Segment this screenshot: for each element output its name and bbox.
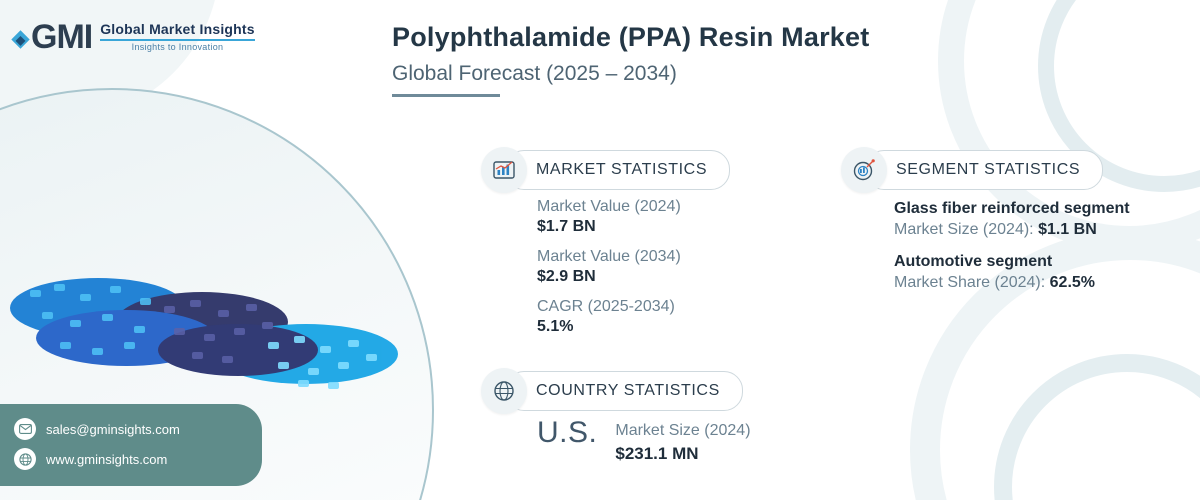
globe-icon (481, 368, 527, 414)
segment-statistics-list (894, 200, 1130, 306)
logo-tagline: Insights to Innovation (131, 42, 224, 53)
market-value-2034-label: Market Value (2034) (537, 248, 681, 265)
brand-logo (14, 18, 255, 57)
market-chart-icon (481, 147, 527, 193)
segment-2-line (894, 274, 1130, 292)
market-statistics-header (481, 147, 730, 193)
contact-website-row[interactable] (14, 444, 248, 474)
segment-2-value: 62.5% (1049, 274, 1096, 291)
logo-company-name: Global Market Insights (100, 21, 255, 38)
market-statistics-label: MARKET STATISTICS (505, 150, 730, 190)
contact-email-text: sales@gminsights.com (46, 421, 180, 437)
country-metric (615, 418, 750, 464)
cagr-value: 5.1% (537, 318, 574, 335)
contact-website-text: www.gminsights.com (46, 451, 168, 467)
title-underline (392, 94, 500, 97)
market-chart-icon-svg (491, 157, 517, 183)
segment-1-value: $1.1 BN (1038, 221, 1097, 238)
page-title: Polyphthalamide (PPA) Resin Market (392, 22, 870, 52)
segment-statistics-label: SEGMENT STATISTICS (865, 150, 1103, 190)
segment-1-line (894, 221, 1130, 239)
page-subtitle: Global Forecast (2025 – 2034) (392, 62, 677, 85)
country-statistics-label: COUNTRY STATISTICS (505, 371, 743, 411)
envelope-icon-svg (19, 424, 32, 434)
globe-icon-svg (491, 378, 517, 404)
logo-divider (100, 39, 255, 41)
envelope-icon (14, 418, 36, 440)
target-chart-icon-svg (851, 157, 877, 183)
segment-2-label: Market Share (2024): (894, 274, 1046, 291)
resin-pellets-image (6, 250, 426, 410)
segment-1-label: Market Size (2024): (894, 221, 1034, 238)
market-value-2024-label: Market Value (2024) (537, 198, 681, 215)
logo-initials: GMI (31, 18, 93, 56)
market-statistics-list (537, 198, 681, 348)
segment-1-title: Glass fiber reinforced segment (894, 200, 1130, 217)
contact-email-row[interactable] (14, 414, 248, 444)
segment-2-title: Automotive segment (894, 253, 1053, 270)
globe-icon (14, 448, 36, 470)
market-value-2024-value: $1.7 BN (537, 218, 596, 235)
country-metric-value: $231.1 MN (615, 444, 699, 463)
country-statistics-content (537, 418, 751, 464)
segment-statistics-header (841, 147, 1103, 193)
contact-block (0, 404, 262, 486)
logo-mark (14, 18, 92, 57)
logo-wordmark (100, 22, 255, 52)
diamond-icon (11, 30, 29, 48)
country-statistics-header (481, 368, 743, 414)
country-name: U.S. (537, 416, 598, 449)
cagr-label: CAGR (2025-2034) (537, 298, 675, 315)
target-chart-icon (841, 147, 887, 193)
market-value-2034-value: $2.9 BN (537, 268, 596, 285)
pellets-illustration (6, 250, 426, 410)
country-metric-label: Market Size (2024) (615, 422, 751, 439)
globe-small-icon-svg (19, 453, 32, 466)
